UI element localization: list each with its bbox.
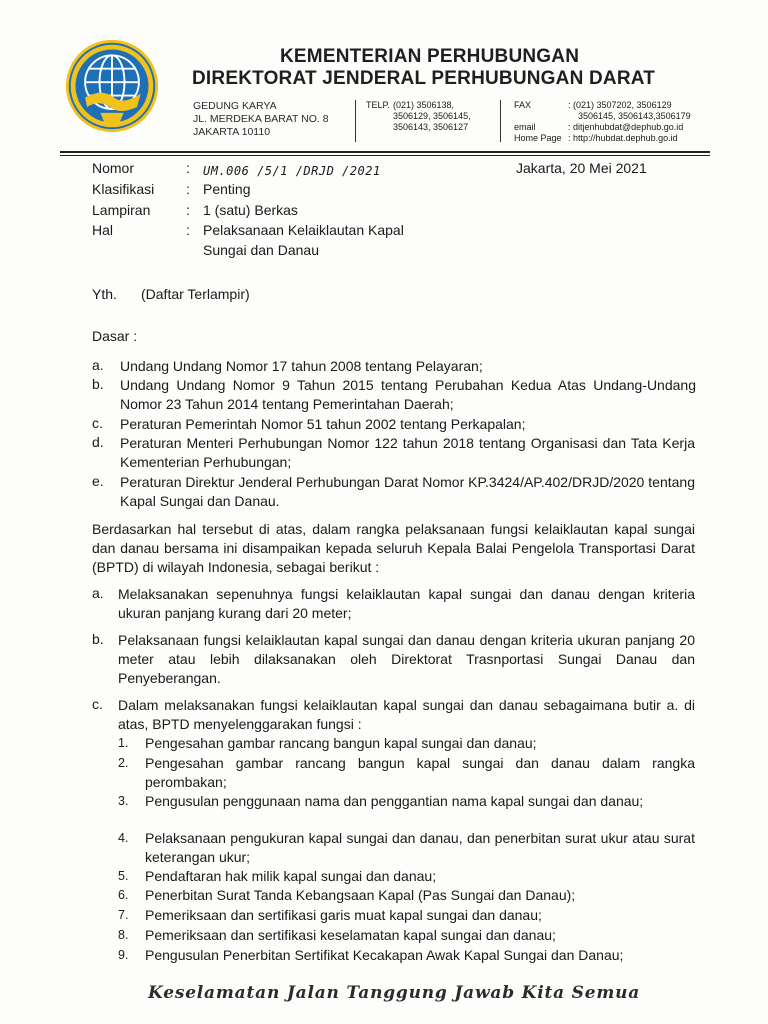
dasar-item-text: Peraturan Direktur Jenderal Perhubungan Darat Nomor KP.3424/AP.402/DRJD/2020 tentang Kapal Sungai dan Danau. [120,474,695,509]
point-text: Pelaksanaan fungsi kelaiklautan kapal sungai dan danau dengan kriteria ukuran panjang 20 meter atau lebih dilaksanakan oleh Direktorat Trasnportasi Sungai Danau dan Penyeberangan. [118,632,695,686]
blank-label [514,111,562,122]
recipient-label: Yth. [92,286,117,302]
fax-value: : (021) 3507202, 3506129 [568,100,672,110]
homepage-value: : http://hubdat.dephub.go.id [568,133,678,143]
telephone-line: 3506143, 3506127 [393,122,469,132]
homepage-label: Home Page [514,133,562,143]
function-text: Pelaksanaan pengukuran kapal sungai dan danau, dan penerbitan surat ukur atau surat keterangan ukur; [145,830,695,865]
org-name-line-1: KEMENTERIAN PERHUBUNGAN [280,46,580,67]
function-number: 2. [118,756,129,770]
fax-value: 3506145, 3506143,3506179 [578,111,691,121]
function-text: Pengusulan penggunaan nama dan penggantian nama kapal sungai dan danau; [145,793,644,809]
contact-values [568,100,691,144]
colon: : [186,160,190,176]
function-text: Pemeriksaan dan sertifikasi keselamatan kapal sungai dan danau; [145,927,556,943]
lampiran-value: 1 (satu) Berkas [203,202,298,218]
colon: : [186,222,190,238]
klasifikasi-value: Penting [203,181,251,197]
recipient-value: (Daftar Terlampir) [141,286,250,302]
letterhead-rule [60,155,710,156]
dasar-item-label: c. [92,415,103,431]
contact-labels [514,100,562,144]
point-text: Dalam melaksanakan fungsi kelaiklautan kapal sungai dan danau sebagaimana butir a. di atas, BPTD menyelenggarakan fungsi : [118,697,695,732]
dasar-item-text: Peraturan Menteri Perhubungan Nomor 122 tahun 2018 tentang Organisasi dan Tata Kerja Kementerian Perhubungan; [120,435,695,470]
point-text: Melaksanakan sepenuhnya fungsi kelaiklautan kapal sungai dan danau dengan kriteria ukuran panjang kurang dari 20 meter; [118,586,695,621]
function-text: Pengesahan gambar rancang bangun kapal sungai dan danau; [145,735,537,751]
address-line: JL. MERDEKA BARAT NO. 8 [193,113,329,125]
divider [500,100,501,142]
address-line: JAKARTA 10110 [193,126,271,138]
dasar-item-label: e. [92,473,104,489]
address-line: GEDUNG KARYA [193,100,277,112]
lampiran-label: Lampiran [92,202,151,218]
letter-date: Jakarta, 20 Mei 2021 [516,160,647,176]
telephone-label: TELP. [366,100,390,110]
function-text: Pemeriksaan dan sertifikasi garis muat kapal sungai dan danau; [145,907,542,923]
telephone-values [393,100,471,133]
dasar-item-label: a. [92,357,104,373]
dasar-item-text: Peraturan Pemerintah Nomor 51 tahun 2002 tentang Perkapalan; [120,416,526,432]
function-text: Pengesahan gambar rancang bangun kapal sungai dan danau dalam rangka perombakan; [145,755,695,790]
function-number: 5. [118,869,129,883]
function-text: Pendaftaran hak milik kapal sungai dan danau; [145,868,437,884]
ministry-logo-icon [64,38,160,134]
dasar-item-label: b. [92,376,104,392]
hal-value: Pelaksanaan Kelaiklautan Kapal [203,222,404,238]
email-value: : ditjenhubdat@dephub.go.id [568,122,684,132]
function-number: 8. [118,928,129,942]
function-text: Pengusulan Penerbitan Sertifikat Kecakapan Awak Kapal Sungai dan Danau; [145,947,624,963]
point-label: a. [92,585,104,601]
point-label: c. [92,696,103,712]
hal-label: Hal [92,222,114,238]
function-number: 7. [118,908,129,922]
telephone-line: 3506129, 3506145, [393,111,471,121]
letterhead-rule [60,151,710,153]
point-label: b. [92,631,104,647]
colon: : [186,181,190,197]
address-block [193,100,329,139]
dasar-item-text: Undang Undang Nomor 9 Tahun 2015 tentang Perubahan Kedua Atas Undang-Undang Nomor 23 Tahun 2014 tentang Pemerintahan Daerah; [120,377,696,412]
email-label: email [514,122,536,132]
divider [355,100,356,142]
footer-motto: Keselamatan Jalan Tanggung Jawab Kita Semua [148,983,641,1003]
dasar-heading: Dasar : [92,328,138,344]
klasifikasi-label: Klasifikasi [92,181,155,197]
colon: : [186,202,190,218]
function-number: 3. [118,794,129,808]
fax-label: FAX [514,100,532,110]
dasar-item-label: d. [92,434,104,450]
dasar-item-text: Undang Undang Nomor 17 tahun 2008 tentang Pelayaran; [120,358,483,374]
nomor-value: UM.006 /5/1 /DRJD /2021 [203,164,381,178]
function-number: 6. [118,888,129,902]
intro-paragraph: Berdasarkan hal tersebut di atas, dalam rangka pelaksanaan fungsi kelaiklautan kapal sungai dan danau bersama ini disampaikan kepada seluruh Kepala Balai Pengelola Transportasi Darat (BPTD) di wilayah Indonesia, sebagai berikut : [92,521,695,575]
nomor-label: Nomor [92,160,135,176]
telephone-line: (021) 3506138, [393,100,455,110]
function-text: Penerbitan Surat Tanda Kebangsaan Kapal (Pas Sungai dan Danau); [145,887,576,903]
hal-value: Sungai dan Danau [203,242,319,258]
org-name-line-2: DIREKTORAT JENDERAL PERHUBUNGAN DARAT [192,68,656,89]
function-number: 4. [118,831,129,845]
function-number: 9. [118,948,129,962]
function-number: 1. [118,736,129,750]
